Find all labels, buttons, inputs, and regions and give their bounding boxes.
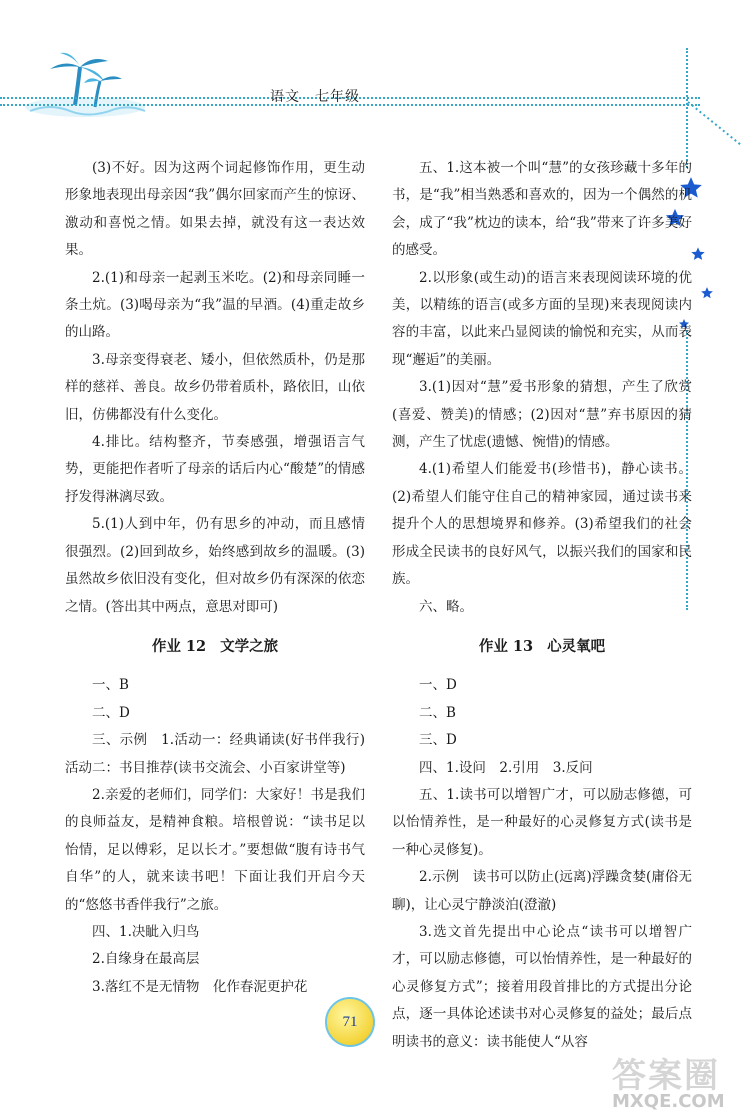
section-number: 作业 13 [478,637,534,655]
answer-paragraph: (3)不好。因为这两个词起修饰作用，更生动形象地表现出母亲因“我”偶尔回家而产生的惊讶、激动和喜悦之情。如果去掉，就没有这一表达效果。 [65,160,365,259]
answer-paragraph: 3.选文首先提出中心论点“读书可以增智广才，可以励志修德，可以怡情养性，是一种最好的心灵修复方式”；接着用段首排比的方式提出分论点，逐一具体论述读书对心灵修复的益处；最后点明读书的意义：读书能使人“从容 [392,923,692,1050]
answer-paragraph: 4.(1)希望人们能爱书(珍惜书)，静心读书。(2)希望人们能守住自己的精神家园，通过读书来提升个人的思想境界和修养。(3)希望我们的社会形成全民读书的良好风气，以振兴我们的国家和民族。 [392,461,692,588]
answer-paragraph: 3.母亲变得衰老、矮小，但依然质朴，仍是那样的慈祥、善良。故乡仍带着质朴，路依旧，山依旧，仿佛都没有什么变化。 [65,351,365,423]
page-header [0,0,750,140]
answer-line: 二、D [92,704,130,721]
answer-paragraph: 4.排比。结构整齐，节奏感强，增强语言气势，更能把作者听了母亲的话后内心“酸楚”的情感抒发得淋漓尽致。 [65,434,365,505]
star-icon [690,246,706,262]
answer-paragraph: 5.(1)人到中年，仍有思乡的冲动，而且感情很强烈。(2)回到故乡，始终感到故乡的温暖。(3)虽然故乡依旧没有变化，但对故乡仍有深深的依恋之情。(答出其中两点，意思对即可) [65,516,365,615]
answer-paragraph: 五、1.读书可以增智广才，可以励志修德，可以怡情养性，是一种最好的心灵修复方式(读书是一种心灵修复)。 [392,786,692,858]
answer-line: 2.自缘身在最高层 [92,951,200,968]
watermark-url: MXQE.COM [612,1091,725,1112]
answer-line: 六、略。 [419,598,473,615]
watermark-text: 答案圈 [612,1056,720,1096]
answer-line: 3.落红不是无情物 化作春泥更护花 [92,978,308,995]
answer-line: 一、D [419,677,457,694]
answer-line: 三、D [419,732,457,749]
answer-line: 一、B [92,677,129,694]
answer-line: 四、1.决眦入归鸟 [92,923,200,940]
page-number-badge [325,997,375,1047]
answer-paragraph: 五、1.这本被一个叫“慧”的女孩珍藏十多年的书，是“我”相当熟悉和喜欢的，因为一个偶然的机会，成了“我”枕边的读本，给“我”带来了许多美好的感受。 [392,160,692,259]
answer-paragraph: 2.示例 读书可以防止(远离)浮躁贪婪(庸俗无聊)，让心灵宁静淡泊(澄澈) [392,869,692,913]
page-header-title: 语文 七年级 [270,89,360,105]
answer-paragraph: 2.(1)和母亲一起剥玉米吃。(2)和母亲同睡一条土炕。(3)喝母亲为“我”温的早酒。(4)重走故乡的山路。 [65,269,365,341]
palm-tree-icon [20,45,150,135]
section-name: 文学之旅 [220,637,279,655]
answer-paragraph: 三、示例 1.活动一：经典诵读(好书伴我行) 活动二：书目推荐(读书交流会、小百家讲堂等) [65,732,379,776]
section-name: 心灵氧吧 [547,637,606,655]
section-number: 作业 12 [151,637,207,655]
answer-line: 四、1.设问 2.引用 3.反问 [419,759,593,776]
section-heading-12 [65,633,365,660]
answer-paragraph: 2.亲爱的老师们，同学们：大家好！书是我们的良师益友，是精神食粮。培根曾说：“读书足以怡情，足以傅彩，足以长才。”要想做“腹有诗书气自华”的人，就来读书吧！下面让我们开启今天的“悠悠书香伴我行”之旅。 [65,786,365,913]
left-column [65,155,379,1001]
dotted-diagonal [686,100,746,150]
answer-line: 二、B [419,704,456,721]
right-column [392,155,692,1056]
answer-paragraph: 3.(1)因对“慧”爱书形象的猜想，产生了欣赏(喜爱、赞美)的情感；(2)因对“慧”弃书原因的猜测，产生了忧虑(遗憾、惋惜)的情感。 [392,379,692,451]
watermark-logo [612,1048,725,1112]
answer-paragraph: 2.以形象(或生动)的语言来表现阅读环境的优美，以精练的语言(或多方面的呈现)来表现阅读内容的丰富，以此来凸显阅读的愉悦和充实，从而表现“邂逅”的美丽。 [392,269,692,368]
page-number: 71 [342,1013,358,1030]
section-heading-13 [392,633,692,660]
star-icon [700,286,714,300]
